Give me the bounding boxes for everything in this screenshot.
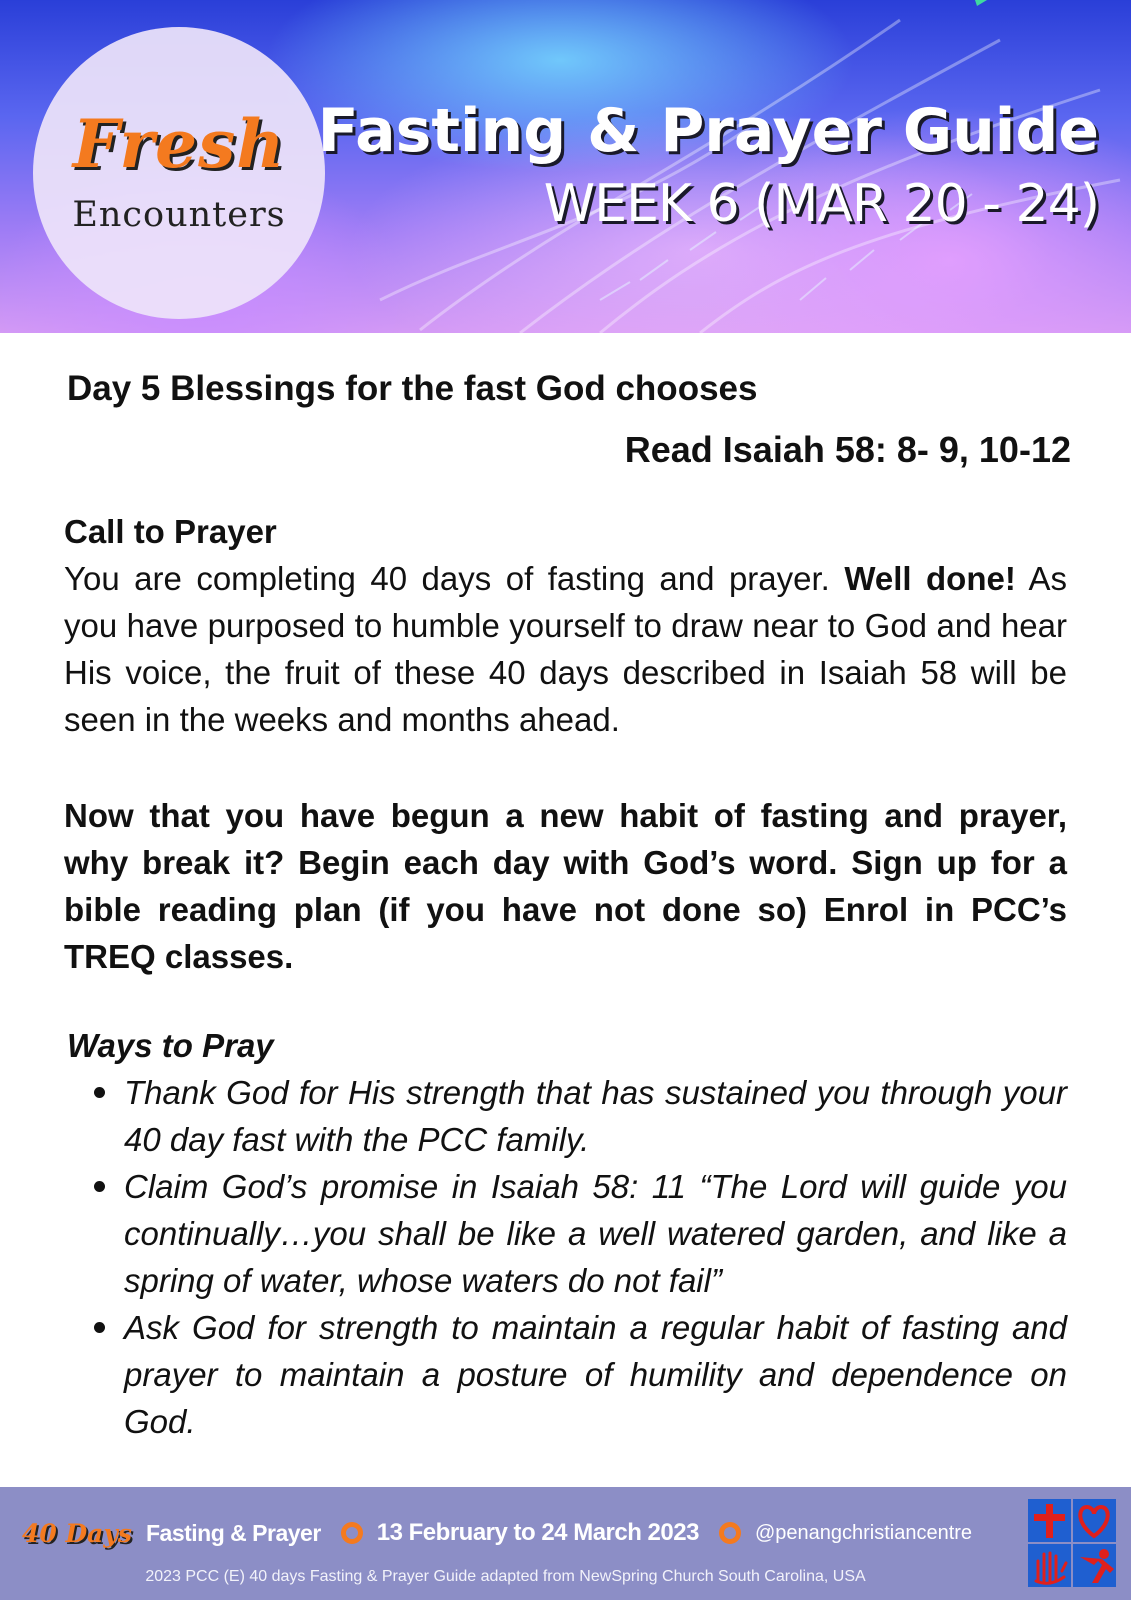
scripture-reading: Read Isaiah 58: 8- 9, 10-12 [624, 429, 1071, 470]
ways-to-pray-heading: Ways to Pray [67, 1027, 274, 1064]
prayer-item-text: Thank God for His strength that has sustained you through your 40 day fast with the PCC family. [124, 1074, 1067, 1158]
guide-title: Fasting & Prayer Guide [317, 96, 1099, 166]
bullet-icon [94, 1087, 105, 1098]
footer-credit: 2023 PCC (E) 40 days Fasting & Prayer Guide adapted from NewSpring Church South Carolina, USA [145, 1568, 866, 1585]
bullet-icon [94, 1181, 105, 1192]
forty-days-label: 40 Days [22, 1518, 132, 1548]
fasting-prayer-label: Fasting & Prayer [145, 1519, 321, 1546]
logo-fresh-text: Fresh [72, 105, 286, 183]
bullet-icon [94, 1322, 105, 1333]
ways-to-pray-list [64, 1069, 1067, 1445]
logo-encounters-text: Encounters [72, 195, 286, 235]
prayer-item-text: Claim God’s promise in Isaiah 58: 11 “The Lord will guide you continually…you shall be like a well watered garden, and like a spring of water, whose waters do not fail” [124, 1168, 1067, 1299]
encouragement-paragraph: Now that you have begun a new habit of fasting and prayer, why break it? Begin each day with God’s word. Sign up for a bible reading plan (if you have not done so) Enrol in PCC’s TREQ classes. [64, 797, 1067, 975]
circle-dot-icon [341, 1522, 363, 1544]
week-label: WEEK 6 (MAR 20 - 24) [543, 174, 1099, 234]
prayer-item [124, 1304, 1067, 1445]
fresh-encounters-logo [33, 27, 325, 319]
header-banner [0, 0, 1131, 333]
church-emblem [1028, 1499, 1116, 1587]
day-title: Day 5 Blessings for the fast God chooses [67, 369, 758, 408]
call-text-start: You are completing 40 days of fasting and prayer. [64, 560, 845, 597]
call-text-end: As you have purposed to humble yourself to draw near to God and hear His voice, the fruit of these 40 days described in Isaiah 58 will be seen in the weeks and months ahead. [64, 560, 1068, 738]
prayer-item [124, 1163, 1067, 1304]
footer-info-row [22, 1513, 972, 1553]
circle-dot-icon [719, 1522, 741, 1544]
prayer-item-text: Ask God for strength to maintain a regular habit of fasting and prayer to maintain a posture of humility and dependence on God. [124, 1309, 1067, 1440]
call-to-prayer-heading: Call to Prayer [64, 513, 277, 550]
social-handle: @penangchristiancentre [754, 1521, 973, 1544]
ways-to-pray-section [64, 1022, 1067, 1445]
prayer-item [124, 1069, 1067, 1163]
date-range: 13 February to 24 March 2023 [376, 1519, 699, 1546]
leaf-icon [975, 0, 987, 6]
call-to-prayer-text [64, 555, 1067, 743]
call-to-prayer-section [64, 508, 1067, 743]
footer-bar [0, 1487, 1131, 1600]
well-done-emphasis: Well done! [844, 560, 1016, 597]
